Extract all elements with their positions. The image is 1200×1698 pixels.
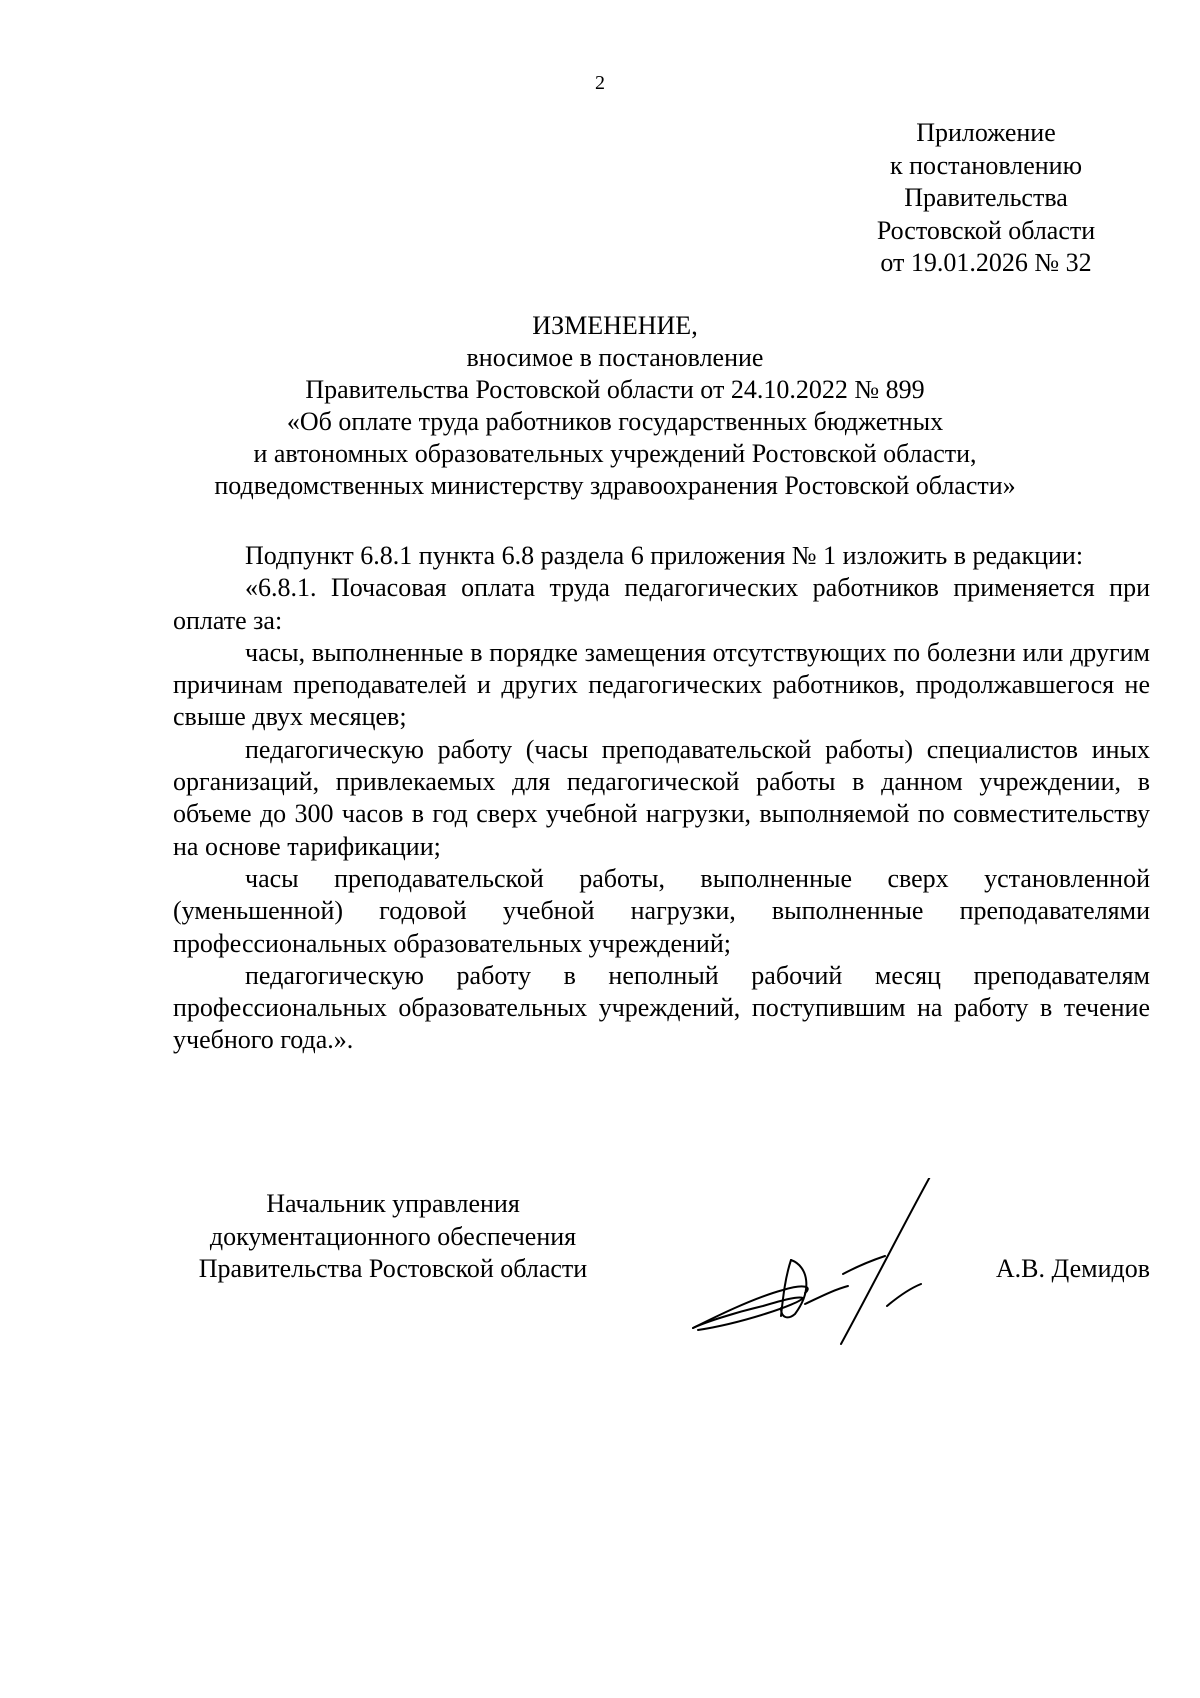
title-heading: ИЗМЕНЕНИЕ, [532,311,698,340]
signatory-position-line: документационного обеспечения [209,1221,577,1251]
appendix-line: Приложение [916,118,1056,147]
body-paragraph: «6.8.1. Почасовая оплата труда педагогических работников применяется при оплате за: [173,573,1150,635]
document-body [173,540,1150,1057]
appendix-header [836,117,1136,280]
appendix-line: Правительства [904,183,1068,212]
handwritten-signature [673,1178,933,1348]
signature-block [173,1188,1150,1348]
signatory-position-line: Начальник управления [266,1189,520,1218]
appendix-line: от 19.01.2026 № 32 [880,248,1092,277]
appendix-line: Ростовской области [876,215,1096,245]
signatory-name: А.В. Демидов [995,1254,1150,1283]
body-paragraph: педагогическую работу (часы преподавательской работы) специалистов иных организаций, привлекаемых для педагогической работы в данном учреждении, в объеме до 300 часов в год сверх учебной нагрузки, выполняемой по совместительству на основе тарификации; [173,734,1150,861]
title-line: Правительства Ростовской области от 24.10.2022 № 899 [305,375,925,404]
page-number: 2 [595,72,605,94]
body-paragraph: часы преподавательской работы, выполненные сверх установленной (уменьшенной) годовой учебной нагрузки, выполненные преподавателями профессиональных образовательных учреждений; [173,863,1150,958]
document-title [160,310,1070,502]
body-paragraph: Подпункт 6.8.1 пункта 6.8 раздела 6 приложения № 1 изложить в редакции: [245,541,1084,570]
title-line: «Об оплате труда работников государственных бюджетных [286,407,944,436]
title-line: и автономных образовательных учреждений Ростовской области, [253,439,977,468]
body-paragraph: педагогическую работу в неполный рабочий месяц преподавателям профессиональных образовательных учреждений, поступившим на работу в течение учебного года.». [173,960,1150,1055]
body-paragraph: часы, выполненные в порядке замещения отсутствующих по болезни или другим причинам преподавателей и других педагогических работников, продолжавшегося не свыше двух месяцев; [173,637,1150,732]
signatory-position-line: Правительства Ростовской области [198,1254,588,1283]
title-line: вносимое в постановление [466,343,764,372]
appendix-line: к постановлению [889,150,1083,180]
title-line: подведомственных министерству здравоохранения Ростовской области» [214,471,1016,500]
signatory-position [173,1188,613,1286]
